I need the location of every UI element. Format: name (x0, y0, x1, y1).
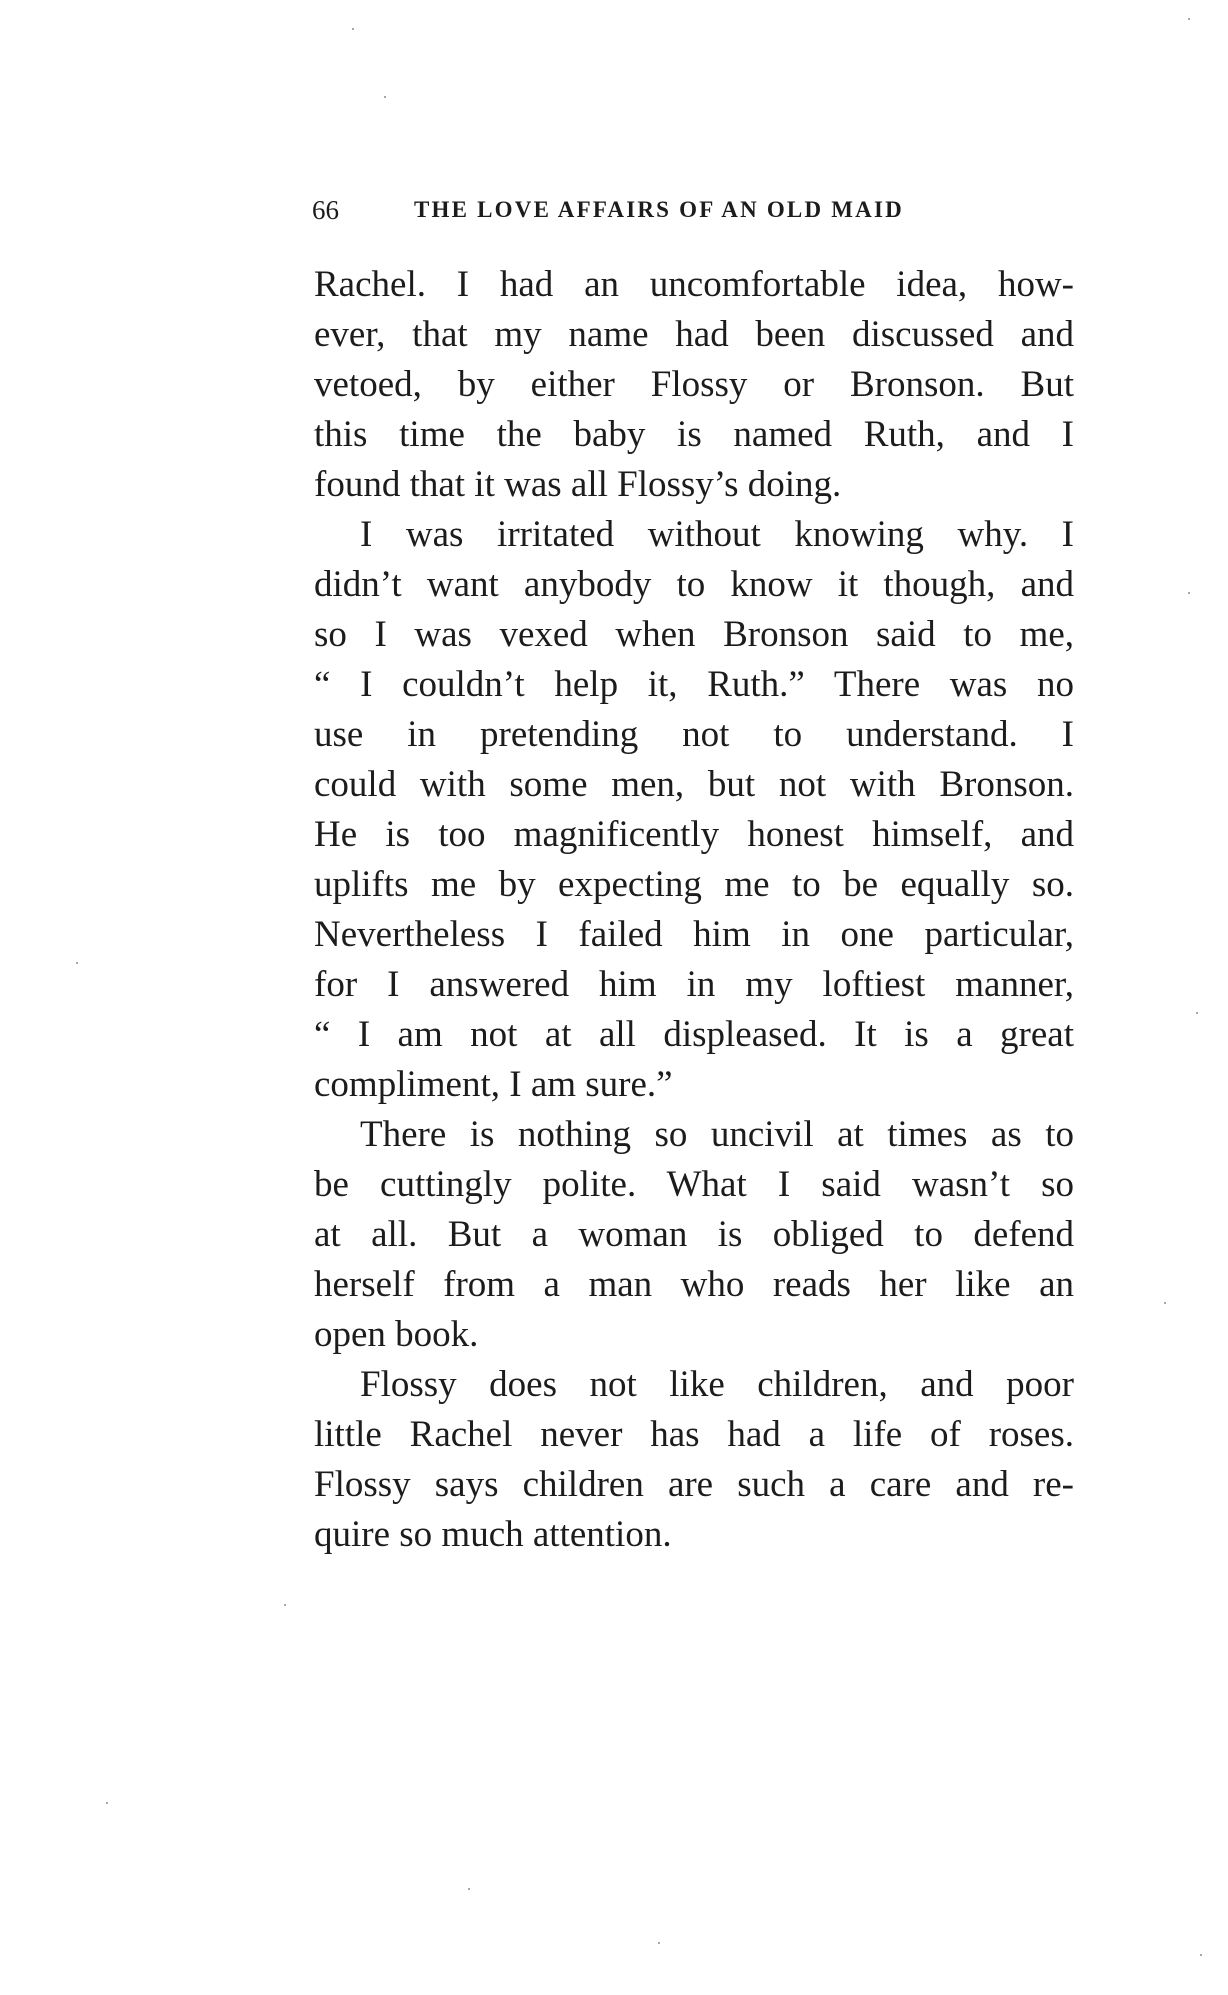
text-line: uplifts me by expecting me to be equally so. (314, 864, 1074, 905)
text-line: for I answered him in my loftiest manner, (314, 964, 1074, 1005)
text-line: “ I couldn’t help it, Ruth.” There was no (314, 664, 1074, 705)
text-line: He is too magnificently honest himself, and (314, 814, 1074, 855)
scan-speck (468, 1888, 470, 1890)
paragraph (314, 1110, 1074, 1360)
text-line: compliment, I am sure.” (314, 1064, 673, 1105)
scan-speck (658, 1942, 660, 1944)
paragraph (314, 510, 1074, 1110)
scan-speck (1188, 592, 1190, 594)
scan-speck (284, 1604, 286, 1606)
text-line: Flossy does not like children, and poor (360, 1364, 1074, 1405)
scan-speck (106, 1802, 108, 1804)
scan-speck (1188, 18, 1190, 20)
body-text (314, 260, 1074, 1560)
text-line: “ I am not at all displeased. It is a great (314, 1014, 1074, 1055)
text-line: herself from a man who reads her like an (314, 1264, 1074, 1305)
text-line: use in pretending not to understand. I (314, 714, 1074, 755)
text-line: quire so much attention. (314, 1514, 672, 1555)
text-line: this time the baby is named Ruth, and I (314, 414, 1074, 455)
scan-speck (384, 96, 386, 98)
scan-speck (1200, 1954, 1202, 1956)
text-line: open book. (314, 1314, 479, 1355)
paragraph (314, 260, 1074, 510)
paragraph (314, 1360, 1074, 1560)
text-line: so I was vexed when Bronson said to me, (314, 614, 1074, 655)
text-line: could with some men, but not with Bronson. (314, 764, 1074, 805)
text-line: vetoed, by either Flossy or Bronson. But (314, 364, 1074, 405)
text-line: be cuttingly polite. What I said wasn’t so (314, 1164, 1074, 1205)
page-number: 66 (312, 195, 339, 225)
text-line: Flossy says children are such a care and re- (314, 1464, 1074, 1505)
scan-speck (1196, 1012, 1198, 1014)
scan-speck (1164, 1302, 1166, 1304)
text-line: ever, that my name had been discussed and (314, 314, 1074, 355)
text-line: Rachel. I had an uncomfortable idea, how- (314, 264, 1074, 305)
text-line: I was irritated without knowing why. I (360, 514, 1074, 555)
text-line: Nevertheless I failed him in one particular, (314, 914, 1074, 955)
text-line: didn’t want anybody to know it though, and (314, 564, 1074, 605)
scan-speck (76, 962, 78, 964)
text-line: found that it was all Flossy’s doing. (314, 464, 842, 505)
running-title: THE LOVE AFFAIRS OF AN OLD MAID (414, 197, 904, 222)
running-head (312, 190, 1072, 230)
scan-speck (352, 28, 354, 30)
text-line: at all. But a woman is obliged to defend (314, 1214, 1074, 1255)
text-line: There is nothing so uncivil at times as to (360, 1114, 1074, 1155)
text-line: little Rachel never has had a life of roses. (314, 1414, 1074, 1455)
